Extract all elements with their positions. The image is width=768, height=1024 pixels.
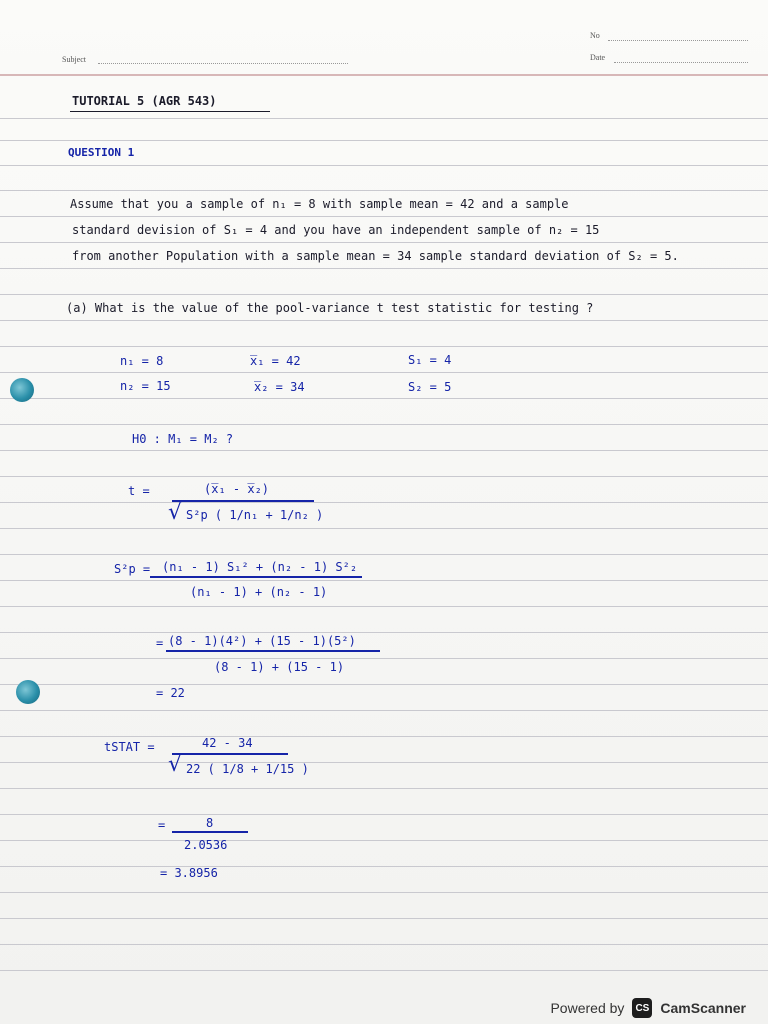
tstat-result: = 3.8956 [160,866,218,880]
given-n2: n₂ = 15 [120,379,171,393]
hypothesis: H0 : M₁ = M₂ ? [132,432,234,446]
camscanner-watermark [550,998,746,1018]
rule-line [0,554,768,555]
t-formula-fraction-bar [172,500,314,502]
rule-line [0,346,768,347]
sp-sub-lhs: = [156,636,164,650]
rule-line [0,216,768,217]
binder-hole [10,378,34,402]
question-line-1: Assume that you a sample of n₁ = 8 with sample mean = 42 and a sample [70,197,569,211]
given-n1: n₁ = 8 [120,354,164,368]
rule-line [0,190,768,191]
rule-line [0,528,768,529]
rule-line [0,710,768,711]
rule-line [0,736,768,737]
rule-line [0,165,768,166]
rule-line [0,944,768,945]
sp-formula-numerator: (n₁ - 1) S₁² + (n₂ - 1) S²₂ [162,560,358,574]
subject-dotted-line [98,63,348,65]
tstat-lhs: tSTAT = [104,740,155,754]
tstat-step-denominator: 2.0536 [184,838,228,852]
page-title: TUTORIAL 5 (AGR 543) [72,94,217,108]
sp-formula-lhs: S²p = [114,562,151,576]
sp-formula-denominator: (n₁ - 1) + (n₂ - 1) [190,585,328,599]
rule-line [0,450,768,451]
sp-sub-numerator: (8 - 1)(4²) + (15 - 1)(5²) [168,634,356,648]
rule-line [0,320,768,321]
date-label: Date [590,53,606,62]
number-label: No [590,31,600,40]
t-formula-lhs: t = [128,484,150,498]
given-x1: x̅₁ = 42 [250,354,301,368]
tstat-numerator: 42 - 34 [202,736,253,750]
rule-line [0,580,768,581]
tstat-step-lhs: = [158,818,166,832]
tstat-denominator: 22 ( 1/8 + 1/15 ) [186,762,309,776]
t-formula-denominator: S²p ( 1/n₁ + 1/n₂ ) [186,508,324,522]
given-s2: S₂ = 5 [408,380,452,394]
rule-line [0,118,768,119]
rule-line [0,632,768,633]
given-x2: x̅₂ = 34 [254,380,305,394]
binder-hole [16,680,40,704]
tstat-step-fraction-bar [172,831,248,833]
t-formula-numerator: (x̅₁ - x̅₂) [204,482,270,496]
rule-line [0,814,768,815]
rule-line [0,140,768,141]
date-dotted-line [614,62,748,64]
rule-line [0,762,768,763]
sp-sub-fraction-bar [166,650,380,652]
rule-line [0,684,768,685]
number-dotted-line [608,40,748,42]
rule-line [0,476,768,477]
subject-label: Subject [62,55,86,64]
tstat-fraction-bar [172,753,288,755]
given-s1: S₁ = 4 [408,353,452,367]
rule-line [0,970,768,971]
rule-line [0,658,768,659]
rule-line [0,424,768,425]
square-root-symbol: √ [168,752,183,777]
rule-line [0,918,768,919]
rule-line [0,788,768,789]
square-root-symbol: √ [168,500,183,525]
camscanner-logo-icon: CS [632,998,652,1018]
tstat-step-numerator: 8 [206,816,214,830]
sp-sub-denominator: (8 - 1) + (15 - 1) [214,660,345,674]
question-heading: QUESTION 1 [68,146,135,159]
powered-by-text: Powered by [550,1000,625,1016]
question-line-3: from another Population with a sample mean = 34 sample standard deviation of S₂ = 5. [72,249,679,263]
rule-line [0,606,768,607]
question-line-2: standard devision of S₁ = 4 and you have an independent sample of n₂ = 15 [72,223,600,237]
sp-result: = 22 [156,686,185,700]
title-underline [70,111,270,112]
header-rule [0,74,768,76]
rule-line [0,398,768,399]
sp-formula-fraction-bar [150,576,362,578]
rule-line [0,892,768,893]
rule-line [0,372,768,373]
rule-line [0,502,768,503]
rule-line [0,242,768,243]
rule-line [0,268,768,269]
rule-line [0,840,768,841]
rule-line [0,866,768,867]
part-a-question: (a) What is the value of the pool-variance t test statistic for testing ? [66,301,594,315]
camscanner-brand: CamScanner [660,1000,746,1016]
rule-line [0,294,768,295]
